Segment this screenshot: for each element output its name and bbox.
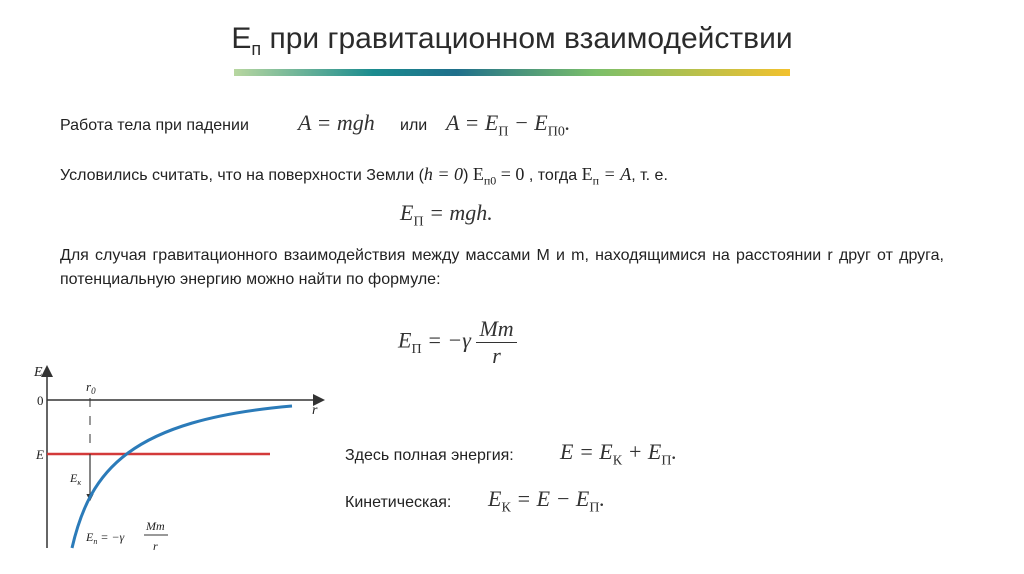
e0-expr (472, 164, 525, 188)
r0-label (86, 379, 96, 396)
f2-minus: − E (508, 110, 548, 135)
line2-then: , тогда (528, 167, 578, 184)
grav-sub: П (411, 341, 422, 357)
x-axis-label: r (312, 403, 318, 418)
e-level-label: E (36, 447, 44, 462)
title-sub: п (251, 39, 262, 59)
r0-main: r (86, 379, 92, 394)
formula-a-mgh: A = mgh (298, 110, 375, 135)
line1-or: или (400, 117, 428, 134)
ke-sub2: П (589, 500, 600, 516)
te-sub1: К (612, 453, 623, 469)
cf-main: E (86, 530, 94, 544)
line2-end: , т. е. (631, 167, 668, 184)
title-e: E (231, 22, 252, 55)
ek-main: E (70, 471, 78, 485)
svg-text:Eк (69, 471, 81, 487)
ep-main: E (581, 164, 593, 184)
gravity-paragraph: Для случая гравитационного взаимодействия между массами M и m, находящимися на расстоянии r друг от друга, потенциальную энергию можно найти по формуле: (60, 247, 944, 288)
te-sub2: П (661, 453, 672, 469)
total-energy-label: Здесь полная энергия: (345, 447, 514, 464)
formula-ep-mgh (400, 200, 493, 230)
f2-main: A = E (446, 110, 499, 135)
f2-end: . (564, 110, 571, 135)
ep-sub: п (592, 173, 600, 188)
y-axis-label: E (34, 365, 43, 380)
energy-graph (20, 360, 340, 570)
ke-sub1: К (501, 500, 511, 516)
mgh-main: E (400, 200, 414, 225)
te-main: E = E (560, 439, 613, 464)
slide-title (0, 22, 1024, 60)
te-end: . (671, 439, 677, 464)
zero-label: 0 (37, 393, 44, 408)
cf-sub: п (93, 537, 98, 546)
mgh-sub: П (413, 214, 424, 230)
e0-rest: = 0 (496, 164, 525, 184)
ke-main: E (488, 486, 502, 511)
line2-text: Условились считать, что на поверхности Земли ( (60, 167, 424, 184)
e0-main: E (472, 164, 484, 184)
formula-a-ep-diff (446, 110, 570, 140)
title-underline-bar (234, 69, 790, 76)
f2-sub2: П0 (547, 124, 565, 140)
e0-sub: п0 (483, 173, 497, 188)
formula-gravitational (398, 316, 517, 369)
potential-energy-curve (72, 406, 292, 548)
ke-minus: = E − E (510, 486, 590, 511)
grav-denominator: r (492, 343, 501, 368)
curve-numerator: Mm (146, 519, 165, 533)
title-text: при гравитационном взаимодействии (261, 22, 793, 55)
cf-rest: = −γ (97, 530, 125, 544)
grav-rest: = −γ (421, 327, 471, 353)
mgh-rest: = mgh. (423, 200, 493, 225)
h-expr: h = 0 (423, 164, 464, 184)
line2 (60, 164, 668, 189)
formula-total-energy (560, 439, 677, 469)
formula-kinetic (488, 486, 605, 516)
ek-sub: к (77, 478, 82, 487)
f2-sub1: П (498, 124, 509, 140)
close-paren: ) (463, 167, 469, 184)
kinetic-label: Кинетическая: (345, 494, 452, 511)
ep-rest: = A (599, 164, 632, 184)
grav-main: E (398, 327, 412, 353)
ep-expr (581, 164, 632, 188)
grav-fraction (476, 316, 516, 369)
ke-end: . (599, 486, 605, 511)
line1-text: Работа тела при падении (60, 117, 249, 134)
curve-formula (85, 530, 125, 546)
te-plus: + E (622, 439, 662, 464)
grav-numerator: Mm (476, 316, 516, 343)
r0-sub: 0 (91, 386, 96, 396)
curve-denominator: r (153, 539, 158, 553)
